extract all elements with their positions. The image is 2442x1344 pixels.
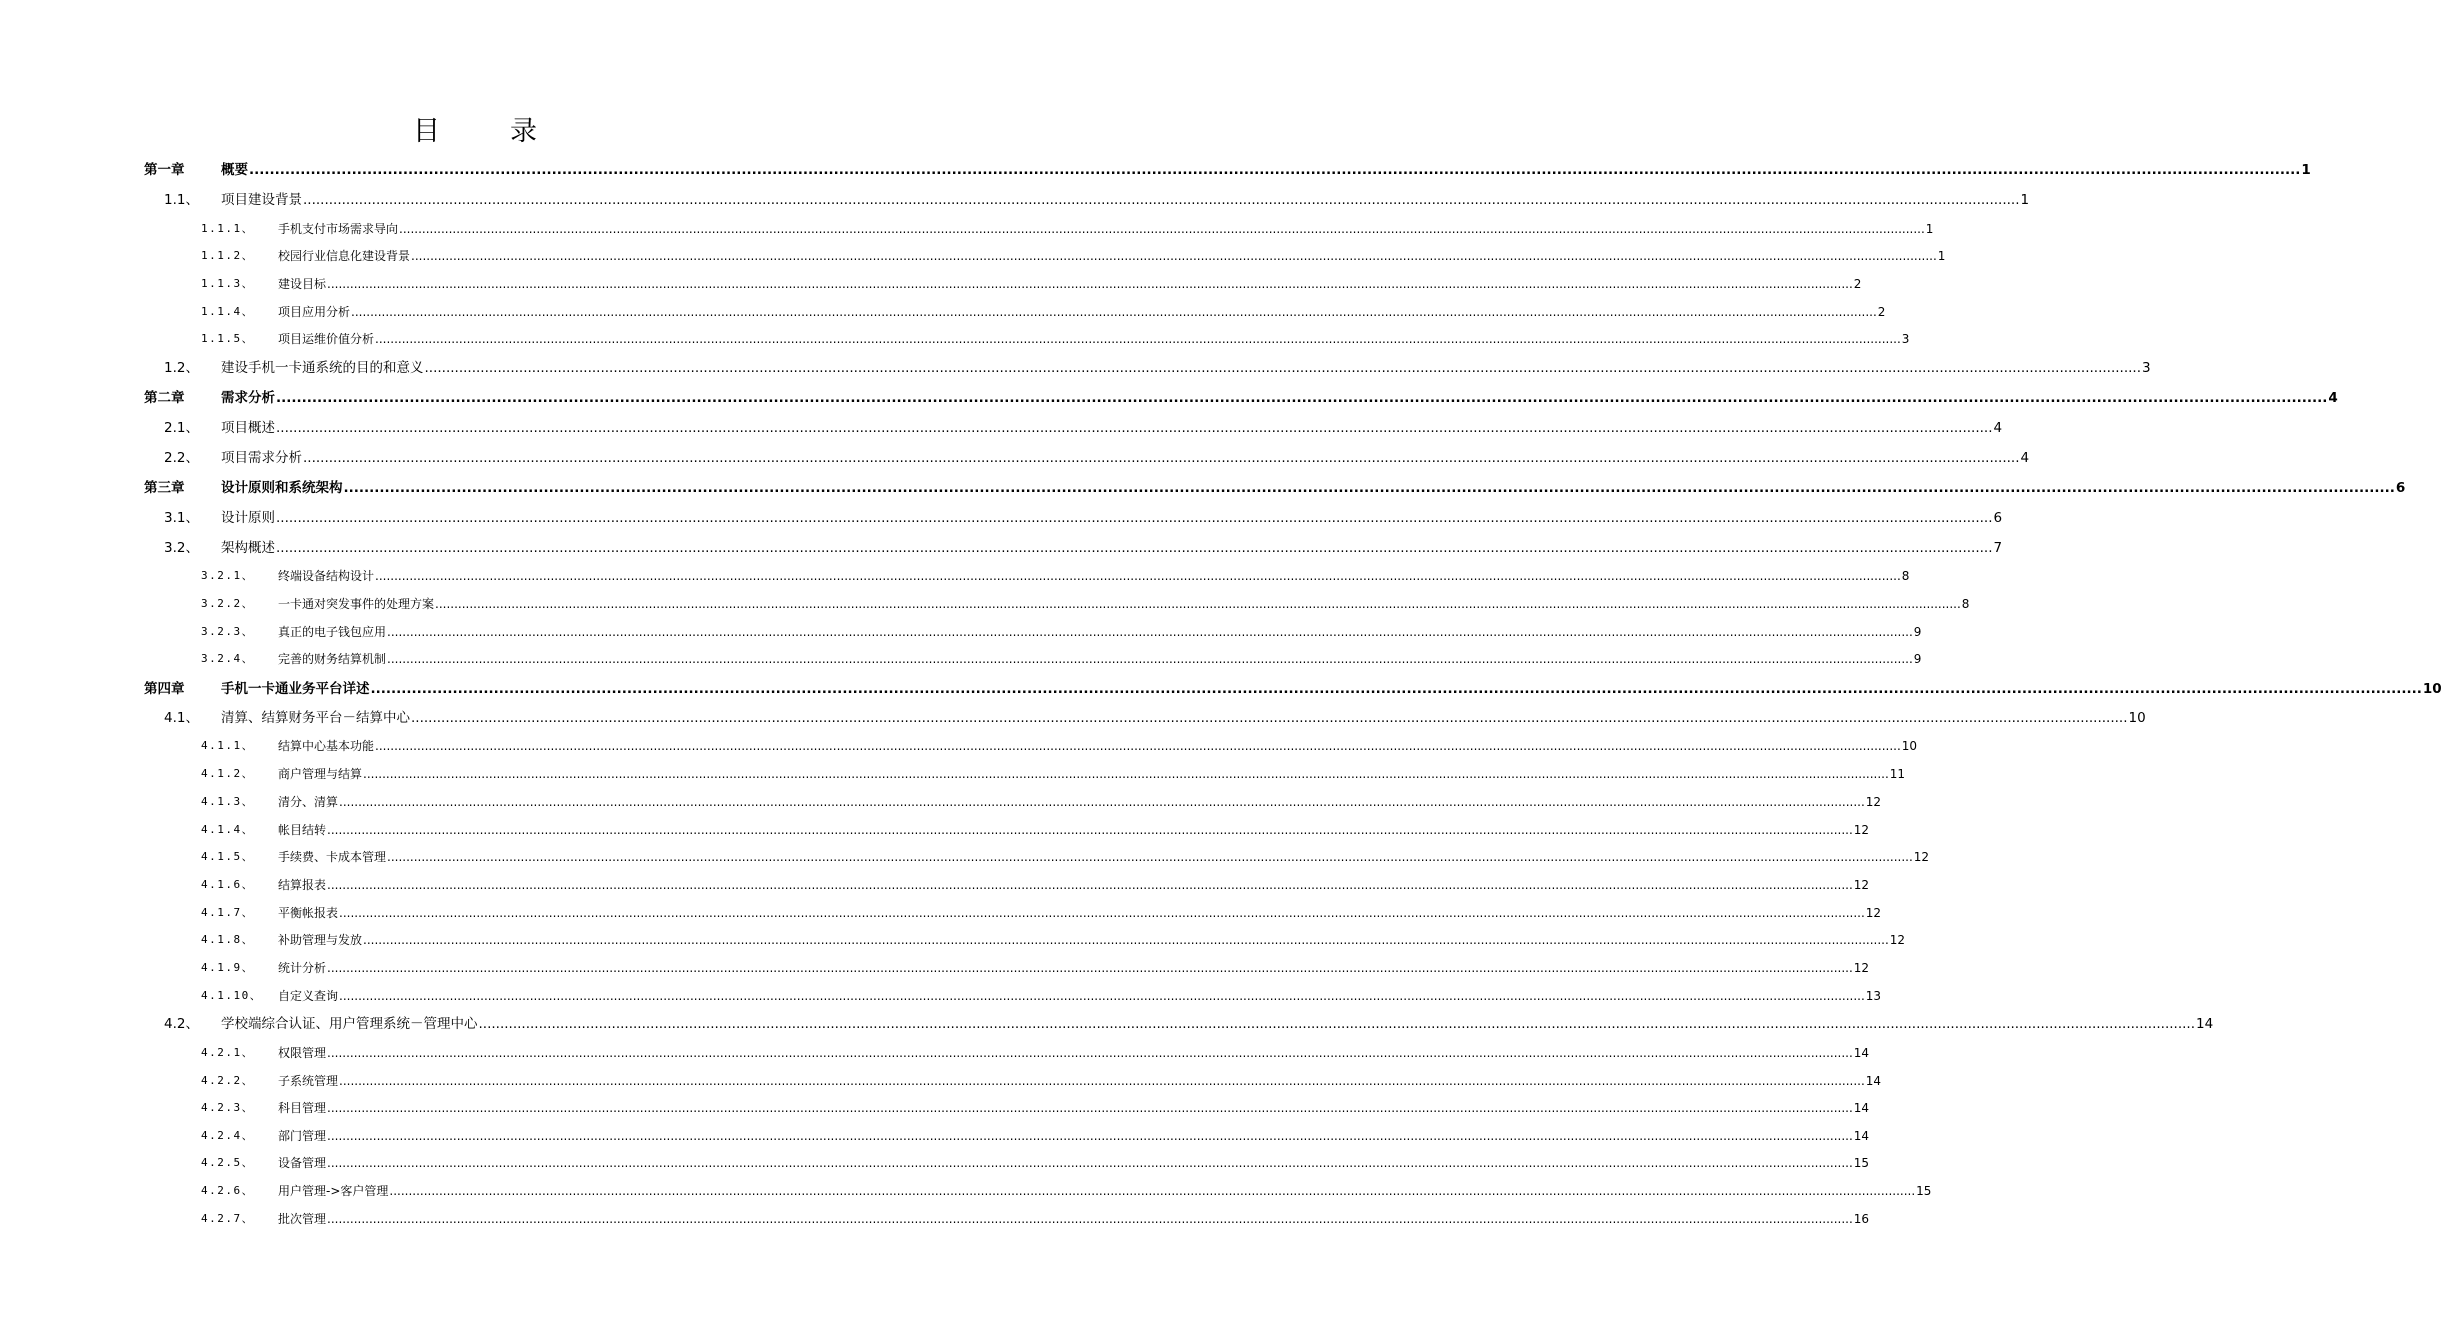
toc-entry-number: 1.1.3、: [201, 277, 255, 290]
toc-entry[interactable]: [0, 792, 1882, 812]
toc-entry[interactable]: [0, 764, 1906, 784]
toc-entry-number: 1.1.4、: [201, 305, 255, 318]
toc-entry-line: [221, 190, 2030, 210]
toc-entry-title: 终端设备结构设计: [278, 569, 375, 583]
toc-entry[interactable]: [0, 448, 2030, 468]
toc-entry-page: 9: [1913, 652, 1922, 666]
toc-leader-dots: ................................................................................................................................................................................................................................................................................................................................................................................................................: [327, 961, 1853, 975]
toc-entry[interactable]: [0, 1014, 2214, 1034]
toc-entry-page: 4: [2328, 390, 2338, 406]
toc-entry[interactable]: [0, 986, 1882, 1006]
toc-entry-page: 14: [1853, 1129, 1870, 1143]
toc-leader-dots: ................................................................................................................................................................................................................................................................................................................................................................................................................: [303, 450, 2020, 466]
toc-entry-page: 13: [1865, 989, 1882, 1003]
toc-title-right: 录: [510, 116, 537, 147]
toc-entry-page: 14: [1865, 1074, 1882, 1088]
toc-leader-dots: ................................................................................................................................................................................................................................................................................................................................................................................................................: [375, 332, 1901, 346]
toc-entry-title: 子系统管理: [278, 1074, 339, 1088]
toc-entry-line: [278, 1044, 1870, 1062]
toc-leader-dots: ................................................................................................................................................................................................................................................................................................................................................................................................................: [327, 1129, 1853, 1143]
toc-entry-number: 4.2、: [164, 1016, 199, 1032]
toc-leader-dots: ................................................................................................................................................................................................................................................................................................................................................................................................................: [339, 795, 1865, 809]
toc-entry-line: [221, 508, 2003, 528]
toc-entry-number: 3.1、: [164, 510, 199, 526]
toc-entry[interactable]: [0, 190, 2030, 210]
toc-leader-dots: ................................................................................................................................................................................................................................................................................................................................................................................................................: [387, 652, 1913, 666]
toc-entry-page: 2: [1853, 277, 1862, 291]
toc-entry-page: 3: [2142, 360, 2151, 376]
toc-leader-dots: ................................................................................................................................................................................................................................................................................................................................................................................................................: [276, 510, 1993, 526]
toc-entry-title: 用户管理->客户管理: [278, 1184, 389, 1198]
toc-entry-number: 第四章: [144, 681, 185, 697]
toc-entry[interactable]: [0, 358, 2151, 378]
toc-entry-title: 项目需求分析: [221, 450, 302, 466]
toc-entry[interactable]: [0, 958, 1870, 978]
toc-leader-dots: ................................................................................................................................................................................................................................................................................................................................................................................................................: [327, 823, 1853, 837]
toc-leader-dots: ................................................................................................................................................................................................................................................................................................................................................................................................................: [249, 162, 2301, 178]
toc-entry-line: [278, 247, 1946, 265]
toc-leader-dots: ................................................................................................................................................................................................................................................................................................................................................................................................................: [370, 681, 2422, 697]
toc-leader-dots: ................................................................................................................................................................................................................................................................................................................................................................................................................: [276, 390, 2328, 406]
toc-entry-title: 平衡帐报表: [278, 906, 339, 920]
toc-leader-dots: ................................................................................................................................................................................................................................................................................................................................................................................................................: [389, 1184, 1916, 1198]
toc-entry-line: [278, 959, 1870, 977]
toc-entry-line: [278, 1099, 1870, 1117]
toc-entry-number: 3.2.3、: [201, 625, 255, 638]
toc-entry-line: [278, 1072, 1882, 1090]
toc-entry-title: 学校端综合认证、用户管理系统－管理中心: [221, 1016, 478, 1032]
toc-entry-number: 4.1.4、: [201, 823, 255, 836]
toc-leader-dots: ................................................................................................................................................................................................................................................................................................................................................................................................................: [478, 1016, 2196, 1032]
toc-entry-title: 权限管理: [278, 1046, 327, 1060]
toc-leader-dots: ................................................................................................................................................................................................................................................................................................................................................................................................................: [387, 625, 1913, 639]
toc-entry-line: [278, 1210, 1870, 1228]
toc-leader-dots: ................................................................................................................................................................................................................................................................................................................................................................................................................: [327, 1101, 1853, 1115]
toc-entry-number: 4.1.9、: [201, 961, 255, 974]
toc-entry[interactable]: [0, 875, 1870, 895]
toc-leader-dots: ................................................................................................................................................................................................................................................................................................................................................................................................................: [351, 305, 1877, 319]
toc-entry-title: 一卡通对突发事件的处理方案: [278, 597, 435, 611]
toc-entry-line: [278, 931, 1906, 949]
toc-entry-line: [278, 987, 1882, 1005]
toc-entry-page: 12: [1913, 850, 1930, 864]
toc-entry-number: 4.1.1、: [201, 739, 255, 752]
toc-entry-title: 手机一卡通业务平台详述: [221, 681, 370, 697]
toc-entry-line: [278, 220, 1934, 238]
toc-entry-line: [278, 623, 1922, 641]
toc-entry[interactable]: [0, 538, 2003, 558]
toc-entry-line: [221, 418, 2003, 438]
toc-entry-page: 8: [1901, 569, 1910, 583]
toc-leader-dots: ................................................................................................................................................................................................................................................................................................................................................................................................................: [327, 1156, 1853, 1170]
toc-entry-number: 4.1.7、: [201, 906, 255, 919]
toc-entry-page: 6: [2395, 480, 2406, 496]
toc-entry-page: 1: [1937, 249, 1946, 263]
toc-entry-number: 1.1、: [164, 192, 199, 208]
toc-entry-page: 1: [2301, 162, 2311, 178]
toc-leader-dots: ................................................................................................................................................................................................................................................................................................................................................................................................................: [399, 222, 1925, 236]
toc-entry-line: [278, 650, 1922, 668]
toc-entry-page: 4: [1993, 420, 2003, 436]
toc-entry[interactable]: [0, 160, 2311, 180]
toc-entry[interactable]: [0, 1126, 1870, 1146]
toc-entry-line: [278, 848, 1930, 866]
toc-entry-page: 15: [1916, 1184, 1932, 1198]
toc-leader-dots: ................................................................................................................................................................................................................................................................................................................................................................................................................: [339, 906, 1865, 920]
toc-entry-line: [278, 275, 1862, 293]
toc-entry-line: [221, 160, 2311, 180]
toc-leader-dots: ................................................................................................................................................................................................................................................................................................................................................................................................................: [435, 597, 1961, 611]
toc-entry-page: 12: [1865, 906, 1882, 920]
toc-entry-number: 4.2.4、: [201, 1129, 255, 1142]
toc-entry-page: 14: [1853, 1101, 1870, 1115]
toc-entry-number: 3.2.4、: [201, 652, 255, 665]
toc-entry-number: 1.2、: [164, 360, 199, 376]
toc-entry-page: 8: [1961, 597, 1970, 611]
toc-entry-title: 概要: [221, 162, 248, 178]
toc-entry-title: 设计原则和系统架构: [221, 480, 343, 496]
toc-title-left: 目: [413, 116, 440, 147]
toc-entry-line: [278, 821, 1870, 839]
toc-entry-number: 第三章: [144, 480, 185, 496]
toc-entry-title: 批次管理: [278, 1212, 327, 1226]
toc-entry-number: 1.1.2、: [201, 249, 255, 262]
toc-entry-line: [221, 708, 2146, 728]
toc-entry[interactable]: [0, 418, 2003, 438]
toc-entry-title: 建设手机一卡通系统的目的和意义: [221, 360, 424, 376]
toc-entry-number: 4.1、: [164, 710, 199, 726]
toc-entry-title: 商户管理与结算: [278, 767, 363, 781]
toc-leader-dots: ................................................................................................................................................................................................................................................................................................................................................................................................................: [303, 192, 2020, 208]
toc-entry-number: 4.2.7、: [201, 1212, 255, 1225]
toc-entry[interactable]: [0, 219, 1934, 239]
toc-entry-line: [278, 330, 1910, 348]
toc-entry-number: 4.1.3、: [201, 795, 255, 808]
toc-entry[interactable]: [0, 1181, 1932, 1201]
toc-entry-title: 自定义查询: [278, 989, 339, 1003]
toc-entry[interactable]: [0, 594, 1970, 614]
toc-entry-page: 1: [2020, 192, 2030, 208]
toc-entry-title: 补助管理与发放: [278, 933, 363, 947]
toc-entry-number: 4.2.5、: [201, 1156, 255, 1169]
toc-entry-page: 3: [1901, 332, 1910, 346]
toc-entry-number: 第二章: [144, 390, 185, 406]
toc-entry-line: [278, 904, 1882, 922]
toc-entry-page: 15: [1853, 1156, 1870, 1170]
toc-entry-page: 10: [2422, 681, 2442, 697]
toc-entry-page: 12: [1853, 823, 1870, 837]
toc-leader-dots: ................................................................................................................................................................................................................................................................................................................................................................................................................: [424, 360, 2142, 376]
toc-entry-line: [278, 303, 1886, 321]
toc-entry[interactable]: [0, 649, 1922, 669]
toc-leader-dots: ................................................................................................................................................................................................................................................................................................................................................................................................................: [411, 710, 2128, 726]
toc-entry-title: 项目运维价值分析: [278, 332, 375, 346]
toc-entry[interactable]: [0, 847, 1930, 867]
toc-entry-page: 12: [1853, 961, 1870, 975]
toc-entry[interactable]: [0, 1153, 1870, 1173]
toc-leader-dots: ................................................................................................................................................................................................................................................................................................................................................................................................................: [327, 1046, 1853, 1060]
toc-entry-number: 4.1.5、: [201, 850, 255, 863]
toc-leader-dots: ................................................................................................................................................................................................................................................................................................................................................................................................................: [339, 989, 1865, 1003]
toc-entry-line: [221, 448, 2030, 468]
toc-entry[interactable]: [0, 820, 1870, 840]
toc-entry-title: 部门管理: [278, 1129, 327, 1143]
toc-entry-page: 6: [1993, 510, 2003, 526]
toc-entry-number: 4.1.8、: [201, 933, 255, 946]
toc-entry[interactable]: [0, 1043, 1870, 1063]
toc-entry-number: 1.1.1、: [201, 222, 255, 235]
toc-entry[interactable]: [0, 1098, 1870, 1118]
toc-entry-line: [278, 595, 1970, 613]
toc-entry-title: 项目建设背景: [221, 192, 302, 208]
toc-entry[interactable]: [0, 388, 2338, 408]
toc-leader-dots: ................................................................................................................................................................................................................................................................................................................................................................................................................: [276, 420, 1993, 436]
toc-leader-dots: ................................................................................................................................................................................................................................................................................................................................................................................................................: [363, 767, 1889, 781]
toc-entry-page: 12: [1853, 878, 1870, 892]
toc-entry-number: 4.1.10、: [201, 989, 263, 1002]
toc-entry-line: [278, 1182, 1932, 1200]
toc-entry-title: 手机支付市场需求导向: [278, 222, 399, 236]
toc-entry-line: [278, 765, 1906, 783]
toc-entry-number: 2.1、: [164, 420, 199, 436]
toc-entry-number: 4.2.3、: [201, 1101, 255, 1114]
toc-entry-line: [278, 567, 1910, 585]
toc-entry[interactable]: [0, 302, 1886, 322]
toc-entry-title: 真正的电子钱包应用: [278, 625, 387, 639]
toc-entry[interactable]: [0, 622, 1922, 642]
toc-entry-line: [278, 876, 1870, 894]
toc-entry-title: 科目管理: [278, 1101, 327, 1115]
toc-entry[interactable]: [0, 1071, 1882, 1091]
toc-entry-line: [221, 538, 2003, 558]
toc-entry-page: 14: [1853, 1046, 1870, 1060]
toc-entry-page: 14: [2196, 1016, 2214, 1032]
toc-entry-title: 完善的财务结算机制: [278, 652, 387, 666]
toc-entry-title: 需求分析: [221, 390, 275, 406]
toc-entry-line: [278, 793, 1882, 811]
toc-entry[interactable]: [0, 736, 1918, 756]
toc-entry-title: 建设目标: [278, 277, 327, 291]
toc-entry-title: 设计原则: [221, 510, 275, 526]
toc-entry-number: 第一章: [144, 162, 185, 178]
toc-entry-number: 4.2.6、: [201, 1184, 255, 1197]
toc-entry-number: 4.2.2、: [201, 1074, 255, 1087]
toc-leader-dots: ................................................................................................................................................................................................................................................................................................................................................................................................................: [343, 480, 2395, 496]
toc-entry[interactable]: [0, 566, 1910, 586]
toc-leader-dots: ................................................................................................................................................................................................................................................................................................................................................................................................................: [363, 933, 1889, 947]
toc-entry[interactable]: [0, 508, 2003, 528]
toc-entry-line: [278, 1154, 1870, 1172]
toc-entry-number: 4.1.6、: [201, 878, 255, 891]
toc-entry[interactable]: [0, 329, 1910, 349]
toc-leader-dots: ................................................................................................................................................................................................................................................................................................................................................................................................................: [387, 850, 1913, 864]
toc-entry-line: [221, 388, 2338, 408]
toc-entry-page: 1: [1925, 222, 1934, 236]
toc-entry[interactable]: [0, 246, 1946, 266]
toc-entry[interactable]: [0, 274, 1862, 294]
toc-leader-dots: ................................................................................................................................................................................................................................................................................................................................................................................................................: [339, 1074, 1865, 1088]
toc-entry-line: [221, 1014, 2214, 1034]
toc-entry-page: 7: [1993, 540, 2003, 556]
toc-entry-title: 帐目结转: [278, 823, 327, 837]
toc-entry-title: 项目概述: [221, 420, 275, 436]
toc-entry[interactable]: [0, 930, 1906, 950]
toc-entry[interactable]: [0, 679, 2442, 699]
toc-entry-title: 结算中心基本功能: [278, 739, 375, 753]
toc-entry-page: 12: [1889, 933, 1906, 947]
toc-leader-dots: ................................................................................................................................................................................................................................................................................................................................................................................................................: [327, 277, 1853, 291]
toc-entry-title: 架构概述: [221, 540, 275, 556]
toc-entry-page: 12: [1865, 795, 1882, 809]
toc-entry[interactable]: [0, 903, 1882, 923]
toc-entry-number: 4.1.2、: [201, 767, 255, 780]
toc-entry-line: [221, 358, 2151, 378]
toc-entry-title: 结算报表: [278, 878, 327, 892]
toc-leader-dots: ................................................................................................................................................................................................................................................................................................................................................................................................................: [327, 878, 1853, 892]
toc-leader-dots: ................................................................................................................................................................................................................................................................................................................................................................................................................: [375, 569, 1901, 583]
toc-entry-title: 设备管理: [278, 1156, 327, 1170]
toc-entry-number: 3.2、: [164, 540, 199, 556]
toc-entry-page: 10: [2128, 710, 2146, 726]
toc-entry-number: 3.2.1、: [201, 569, 255, 582]
toc-leader-dots: ................................................................................................................................................................................................................................................................................................................................................................................................................: [411, 249, 1937, 263]
toc-title: [0, 112, 950, 152]
toc-leader-dots: ................................................................................................................................................................................................................................................................................................................................................................................................................: [327, 1212, 1853, 1226]
toc-entry-line: [278, 737, 1918, 755]
toc-entry-title: 校园行业信息化建设背景: [278, 249, 411, 263]
toc-entry-page: 16: [1853, 1212, 1870, 1226]
toc-entry-line: [278, 1127, 1870, 1145]
toc-entry[interactable]: [0, 1209, 1870, 1229]
toc-entry-number: 3.2.2、: [201, 597, 255, 610]
toc-entry-page: 4: [2020, 450, 2030, 466]
toc-entry-page: 10: [1901, 739, 1918, 753]
toc-leader-dots: ................................................................................................................................................................................................................................................................................................................................................................................................................: [375, 739, 1901, 753]
toc-entry-number: 2.2、: [164, 450, 199, 466]
toc-entry-number: 4.2.1、: [201, 1046, 255, 1059]
toc-entry-title: 清算、结算财务平台－结算中心: [221, 710, 410, 726]
toc-entry[interactable]: [0, 478, 2406, 498]
toc-entry-title: 项目应用分析: [278, 305, 351, 319]
toc-entry-title: 手续费、卡成本管理: [278, 850, 387, 864]
toc-entry-line: [221, 679, 2442, 699]
toc-entry-page: 2: [1877, 305, 1886, 319]
toc-entry-number: 1.1.5、: [201, 332, 255, 345]
toc-leader-dots: ................................................................................................................................................................................................................................................................................................................................................................................................................: [276, 540, 1993, 556]
toc-entry-page: 9: [1913, 625, 1922, 639]
toc-entry-title: 统计分析: [278, 961, 327, 975]
toc-entry-line: [221, 478, 2406, 498]
toc-entry[interactable]: [0, 708, 2146, 728]
toc-entry-title: 清分、清算: [278, 795, 339, 809]
toc-entry-page: 11: [1889, 767, 1906, 781]
